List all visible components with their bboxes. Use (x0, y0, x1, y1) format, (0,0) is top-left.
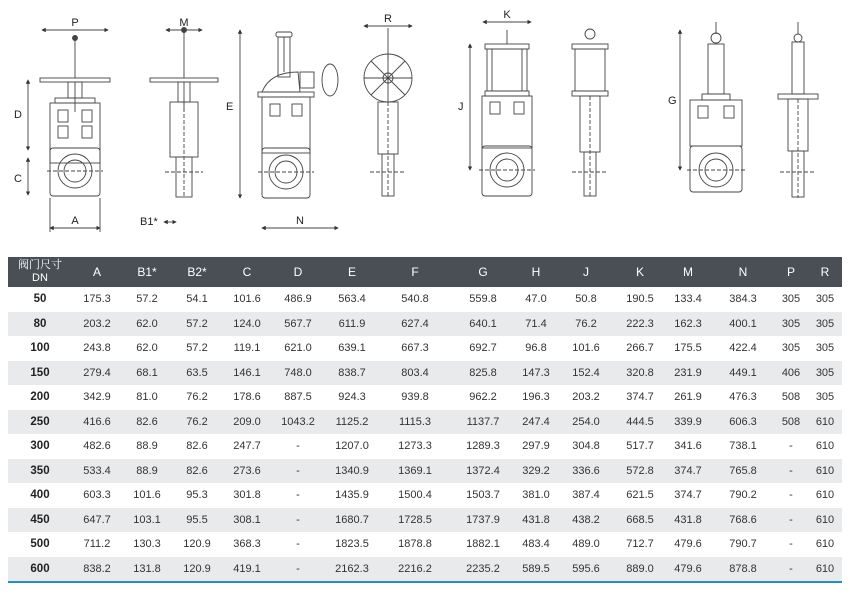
table-cell: 603.3 (83, 489, 111, 502)
table-cell: 190.5 (626, 293, 654, 306)
dn-size-cell: 80 (8, 312, 72, 337)
column-header: M (664, 257, 712, 287)
table-cell: 668.5 (616, 508, 664, 533)
table-cell: 610 (815, 538, 835, 551)
table-cell: 130.3 (133, 538, 161, 551)
table-cell: - (774, 508, 808, 533)
dn-size-cell: 200 (30, 391, 50, 404)
table-cell: 209.0 (222, 410, 272, 435)
table-cell: 559.8 (469, 293, 497, 306)
table-cell: 1680.7 (324, 508, 380, 533)
column-header: B1* (122, 257, 172, 287)
drawing-long-pneumatic-front (687, 22, 745, 192)
table-cell: 1737.9 (450, 508, 516, 533)
table-cell: 667.3 (401, 342, 429, 355)
table-cell: 2235.2 (450, 557, 516, 583)
table-cell: 243.8 (83, 342, 111, 355)
table-row (8, 532, 842, 557)
table-cell: 47.0 (525, 293, 547, 306)
table-cell: 438.2 (556, 508, 616, 533)
table-cell: 103.1 (122, 508, 172, 533)
table-cell: 533.4 (72, 459, 122, 484)
table-cell: 563.4 (338, 293, 366, 306)
table-cell: 489.0 (572, 538, 600, 551)
table-cell: 640.1 (450, 312, 516, 337)
table-cell: 368.3 (233, 538, 261, 551)
dimension-table (8, 257, 842, 583)
table-cell: 82.6 (172, 459, 222, 484)
table-cell: 2162.3 (324, 557, 380, 583)
table-cell: 101.6 (572, 342, 600, 355)
table-cell: 1369.1 (380, 459, 450, 484)
table-cell: 878.8 (712, 557, 774, 583)
table-cell: 1043.2 (272, 410, 324, 435)
table-row (8, 361, 842, 386)
table-cell: 329.2 (516, 459, 556, 484)
table-cell: 692.7 (469, 342, 497, 355)
table-row (8, 312, 842, 337)
table-cell: 567.7 (272, 312, 324, 337)
table-cell: 175.3 (83, 293, 111, 306)
table-cell: 572.8 (616, 459, 664, 484)
dim-label-c: C (14, 173, 22, 185)
table-cell: 610 (808, 410, 842, 435)
dn-size-cell: 300 (30, 440, 50, 453)
table-cell: 266.7 (626, 342, 654, 355)
dn-size-cell: 50 (33, 293, 47, 306)
table-cell: 887.5 (284, 391, 312, 404)
table-cell: 1125.2 (324, 410, 380, 435)
dim-label-n: N (296, 215, 304, 227)
table-cell: 374.7 (626, 391, 654, 404)
table-cell: 273.6 (222, 459, 272, 484)
table-cell: 1503.7 (466, 489, 500, 502)
dim-label-r: R (384, 13, 392, 25)
table-row (8, 385, 842, 410)
table-cell: 712.7 (626, 538, 654, 551)
table-cell: 803.4 (380, 361, 450, 386)
table-cell: 254.0 (556, 410, 616, 435)
table-cell: 595.6 (556, 557, 616, 583)
table-cell: 1115.3 (380, 410, 450, 435)
table-cell: - (272, 459, 324, 484)
table-cell: 124.0 (222, 312, 272, 337)
table-cell: 1207.0 (335, 440, 369, 453)
table-cell: 341.6 (674, 440, 702, 453)
table-cell: 120.9 (183, 538, 211, 551)
table-cell: - (789, 538, 793, 551)
table-cell: - (789, 489, 793, 502)
table-cell: 304.8 (572, 440, 600, 453)
table-cell: 71.4 (516, 312, 556, 337)
table-row (8, 508, 842, 533)
column-header: C (222, 257, 272, 287)
table-cell: 416.6 (72, 410, 122, 435)
table-cell: 768.6 (712, 508, 774, 533)
dim-label-k: K (503, 9, 511, 21)
dim-label-a: A (71, 215, 79, 227)
column-header: P (774, 257, 808, 287)
table-cell: - (272, 557, 324, 583)
column-header: N (712, 257, 774, 287)
dn-size-cell: 600 (8, 557, 72, 583)
table-cell: 1823.5 (335, 538, 369, 551)
table-cell: 133.4 (674, 293, 702, 306)
table-cell: 95.3 (186, 489, 208, 502)
table-cell: 738.1 (729, 440, 757, 453)
table-cell: 305 (815, 342, 835, 355)
table-cell: 647.7 (72, 508, 122, 533)
table-cell: 419.1 (222, 557, 272, 583)
column-header: A (72, 257, 122, 287)
table-cell: 1137.7 (450, 410, 516, 435)
table-cell: 838.2 (72, 557, 122, 583)
table-cell: 611.9 (324, 312, 380, 337)
table-cell: 482.6 (83, 440, 111, 453)
dn-size-cell: 350 (8, 459, 72, 484)
table-cell: 308.1 (222, 508, 272, 533)
table-cell: 162.3 (664, 312, 712, 337)
table-cell: - (296, 489, 300, 502)
table-row (8, 410, 842, 435)
dn-size-cell: 100 (30, 342, 50, 355)
table-cell: 1273.3 (398, 440, 432, 453)
column-header: E (324, 257, 380, 287)
valve-dimension-drawings (0, 0, 850, 246)
dim-label-g: G (668, 95, 677, 107)
table-cell: 342.9 (83, 391, 111, 404)
table-cell: 96.8 (525, 342, 547, 355)
table-cell: 261.9 (674, 391, 702, 404)
table-cell: 517.7 (626, 440, 654, 453)
table-cell: 120.9 (172, 557, 222, 583)
table-cell: 486.9 (284, 293, 312, 306)
table-cell: 50.8 (575, 293, 597, 306)
table-cell: - (296, 440, 300, 453)
table-cell: 431.8 (664, 508, 712, 533)
table-cell: 765.8 (712, 459, 774, 484)
table-cell: 301.8 (233, 489, 261, 502)
dim-label-e: E (226, 101, 234, 113)
table-cell: - (774, 557, 808, 583)
column-header: J (556, 257, 616, 287)
dn-size-cell: 150 (8, 361, 72, 386)
dim-label-j: J (458, 101, 464, 113)
drawing-bevel-gear-side (364, 28, 412, 198)
dn-header-en: DN (32, 272, 48, 284)
drawing-long-pneumatic-side (778, 22, 818, 198)
table-cell: 203.2 (572, 391, 600, 404)
table-cell: 57.2 (186, 342, 208, 355)
table-cell: 374.7 (674, 489, 702, 502)
column-header: D (272, 257, 324, 287)
table-cell: 639.1 (338, 342, 366, 355)
table-cell: 1878.8 (398, 538, 432, 551)
table-cell: 57.2 (172, 312, 222, 337)
column-header: R (808, 257, 842, 287)
table-cell: 119.1 (233, 342, 261, 355)
dn-header-cn: 阀门尺寸 (18, 259, 62, 271)
drawing-handwheel-side (150, 28, 218, 198)
table-cell: 476.3 (729, 391, 757, 404)
table-row (8, 434, 842, 459)
dim-label-p: P (71, 17, 79, 29)
table-cell: 962.2 (469, 391, 497, 404)
table-cell: 152.4 (556, 361, 616, 386)
table-cell: 400.1 (712, 312, 774, 337)
table-cell: 1435.9 (335, 489, 369, 502)
table-cell: 336.6 (556, 459, 616, 484)
table-cell: 2216.2 (380, 557, 450, 583)
table-cell: 76.2 (186, 391, 208, 404)
table-cell: 610 (808, 508, 842, 533)
table-cell: 339.9 (664, 410, 712, 435)
column-header: K (616, 257, 664, 287)
table-cell: 431.8 (516, 508, 556, 533)
table-cell: 88.9 (122, 459, 172, 484)
table-cell: 1340.9 (324, 459, 380, 484)
table-cell: 825.8 (450, 361, 516, 386)
table-cell: 279.4 (72, 361, 122, 386)
table-cell: 483.4 (522, 538, 550, 551)
table-cell: 838.7 (324, 361, 380, 386)
table-cell: 247.4 (516, 410, 556, 435)
table-cell: - (296, 538, 300, 551)
table-cell: 606.3 (712, 410, 774, 435)
drawing-pneumatic-side (572, 29, 608, 198)
table-cell: 589.5 (516, 557, 556, 583)
table-row (8, 483, 842, 508)
table-cell: 95.5 (172, 508, 222, 533)
table-cell: 889.0 (616, 557, 664, 583)
table-cell: 1372.4 (450, 459, 516, 484)
table-cell: 540.8 (401, 293, 429, 306)
column-header: F (380, 257, 450, 287)
table-cell: 82.6 (186, 440, 208, 453)
drawing-pneumatic-front (479, 30, 535, 196)
dim-label-d: D (14, 109, 22, 121)
column-header-dn (8, 257, 72, 287)
table-cell: 621.5 (626, 489, 654, 502)
table-cell: 381.0 (522, 489, 550, 502)
dim-label-m: M (179, 17, 189, 29)
table-cell: 387.4 (572, 489, 600, 502)
table-cell: 146.1 (222, 361, 272, 386)
table-cell: 711.2 (83, 538, 111, 551)
table-cell: 62.0 (136, 342, 158, 355)
table-cell: - (789, 440, 793, 453)
table-cell: 297.9 (522, 440, 550, 453)
table-cell: 508 (781, 391, 801, 404)
dn-size-cell: 500 (30, 538, 50, 551)
table-cell: 610 (815, 489, 835, 502)
table-cell: 627.4 (380, 312, 450, 337)
table-cell: 305 (808, 361, 842, 386)
table-cell: 62.0 (122, 312, 172, 337)
table-cell: 63.5 (172, 361, 222, 386)
dn-size-cell: 400 (30, 489, 50, 502)
table-cell: 101.6 (133, 489, 161, 502)
table-cell: 101.6 (233, 293, 261, 306)
table-cell: 374.7 (664, 459, 712, 484)
table-cell: 621.0 (284, 342, 312, 355)
drawing-handwheel-front (40, 36, 110, 197)
table-cell: 82.6 (122, 410, 172, 435)
table-cell: 406 (774, 361, 808, 386)
table-cell: 790.7 (729, 538, 757, 551)
table-cell: 178.6 (233, 391, 261, 404)
table-cell: 76.2 (172, 410, 222, 435)
table-row (8, 459, 842, 484)
table-cell: 305 (781, 293, 801, 306)
dn-size-cell: 250 (8, 410, 72, 435)
table-cell: 175.5 (674, 342, 702, 355)
table-cell: 1728.5 (380, 508, 450, 533)
table-cell: 1882.1 (466, 538, 500, 551)
table-cell: 924.3 (338, 391, 366, 404)
table-cell: 748.0 (272, 361, 324, 386)
table-cell: 305 (815, 391, 835, 404)
table-cell: 305 (808, 312, 842, 337)
table-cell: 81.0 (136, 391, 158, 404)
table-cell: 610 (815, 440, 835, 453)
table-cell: 231.9 (664, 361, 712, 386)
table-cell: 147.3 (516, 361, 556, 386)
table-cell: - (774, 459, 808, 484)
table-cell: 444.5 (616, 410, 664, 435)
table-cell: 196.3 (522, 391, 550, 404)
table-cell: 57.2 (136, 293, 158, 306)
table-cell: - (272, 508, 324, 533)
table-cell: 610 (808, 459, 842, 484)
table-row (8, 557, 842, 583)
table-cell: 610 (808, 557, 842, 583)
table-cell: 222.3 (616, 312, 664, 337)
table-cell: 1500.4 (398, 489, 432, 502)
table-cell: 1289.3 (466, 440, 500, 453)
table-cell: 247.7 (233, 440, 261, 453)
table-cell: 54.1 (186, 293, 208, 306)
drawing-bevel-gear-front (258, 32, 338, 198)
dim-label-b1: B1* (140, 216, 158, 228)
table-cell: 131.8 (122, 557, 172, 583)
table-cell: 939.8 (401, 391, 429, 404)
table-cell: 479.6 (674, 538, 702, 551)
table-body (8, 287, 842, 582)
column-header: G (450, 257, 516, 287)
table-row (8, 287, 842, 312)
table-row (8, 336, 842, 361)
table-cell: 384.3 (729, 293, 757, 306)
table-cell: 68.1 (122, 361, 172, 386)
dn-size-cell: 450 (8, 508, 72, 533)
table-cell: 305 (815, 293, 835, 306)
table-cell: 305 (774, 312, 808, 337)
table-header-row (8, 257, 842, 287)
table-cell: 305 (781, 342, 801, 355)
table-cell: 320.8 (616, 361, 664, 386)
table-cell: 76.2 (556, 312, 616, 337)
table-cell: 449.1 (712, 361, 774, 386)
column-header: B2* (172, 257, 222, 287)
table-cell: 422.4 (729, 342, 757, 355)
table-cell: 508 (774, 410, 808, 435)
table-cell: 88.9 (136, 440, 158, 453)
table-cell: 790.2 (729, 489, 757, 502)
table-cell: 203.2 (72, 312, 122, 337)
column-header: H (516, 257, 556, 287)
table-cell: 479.6 (664, 557, 712, 583)
